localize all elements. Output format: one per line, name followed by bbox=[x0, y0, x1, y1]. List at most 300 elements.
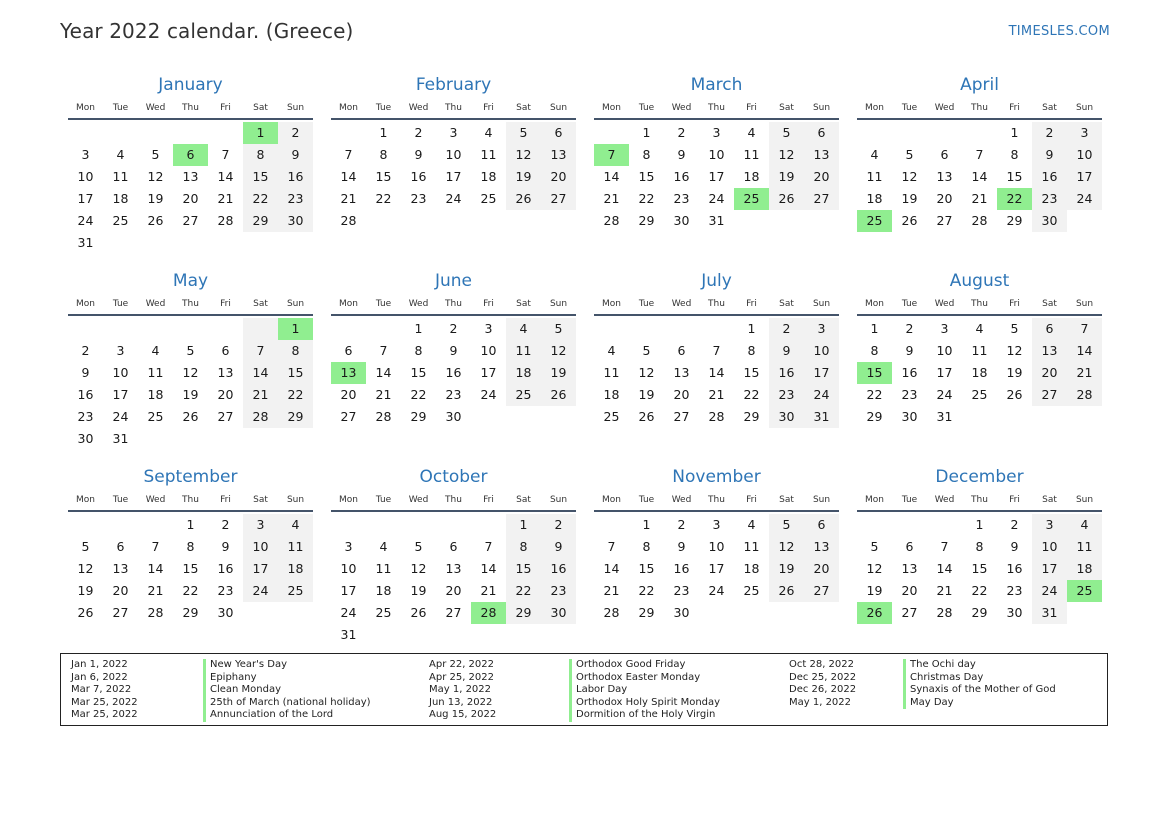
day-cell[interactable]: 1 bbox=[414, 321, 423, 336]
day-cell[interactable]: 14 bbox=[375, 365, 392, 380]
day-cell[interactable]: 20 bbox=[112, 583, 129, 598]
day-cell[interactable]: 17 bbox=[1067, 166, 1102, 188]
day-cell[interactable]: 2 bbox=[1032, 122, 1067, 144]
day-cell[interactable]: 27 bbox=[936, 213, 953, 228]
day-cell[interactable]: 17 bbox=[77, 191, 94, 206]
day-cell[interactable]: 26 bbox=[1006, 387, 1023, 402]
day-cell[interactable]: 20 bbox=[1032, 362, 1067, 384]
day-cell[interactable]: 27 bbox=[804, 188, 839, 210]
day-cell[interactable]: 22 bbox=[375, 191, 392, 206]
day-cell[interactable]: 3 bbox=[344, 539, 353, 554]
day-cell[interactable]: 10 bbox=[804, 340, 839, 362]
day-cell[interactable]: 30 bbox=[1006, 605, 1023, 620]
day-cell[interactable]: 21 bbox=[147, 583, 164, 598]
day-cell[interactable]: 23 bbox=[673, 583, 690, 598]
day-cell[interactable]: 27 bbox=[804, 580, 839, 602]
day-cell[interactable]: 9 bbox=[81, 365, 90, 380]
day-cell[interactable]: 7 bbox=[975, 147, 984, 162]
day-cell[interactable]: 16 bbox=[901, 365, 918, 380]
day-cell[interactable]: 2 bbox=[449, 321, 458, 336]
day-cell[interactable]: 30 bbox=[673, 213, 690, 228]
day-cell[interactable]: 28 bbox=[603, 213, 620, 228]
day-cell[interactable]: 12 bbox=[410, 561, 427, 576]
day-cell[interactable]: 1 bbox=[975, 517, 984, 532]
day-cell[interactable]: 3 bbox=[243, 514, 278, 536]
day-cell[interactable]: 3 bbox=[940, 321, 949, 336]
day-cell[interactable]: 27 bbox=[182, 213, 199, 228]
holiday-day[interactable]: 22 bbox=[997, 188, 1032, 210]
day-cell[interactable]: 3 bbox=[804, 318, 839, 340]
day-cell[interactable]: 15 bbox=[506, 558, 541, 580]
day-cell[interactable]: 8 bbox=[975, 539, 984, 554]
day-cell[interactable]: 7 bbox=[712, 343, 721, 358]
day-cell[interactable]: 2 bbox=[81, 343, 90, 358]
day-cell[interactable]: 6 bbox=[116, 539, 125, 554]
day-cell[interactable]: 10 bbox=[243, 536, 278, 558]
day-cell[interactable]: 6 bbox=[940, 147, 949, 162]
day-cell[interactable]: 10 bbox=[936, 343, 953, 358]
day-cell[interactable]: 30 bbox=[445, 409, 462, 424]
day-cell[interactable]: 1 bbox=[747, 321, 756, 336]
day-cell[interactable]: 19 bbox=[769, 558, 804, 580]
day-cell[interactable]: 27 bbox=[1032, 384, 1067, 406]
day-cell[interactable]: 28 bbox=[936, 605, 953, 620]
day-cell[interactable]: 3 bbox=[81, 147, 90, 162]
day-cell[interactable]: 21 bbox=[971, 191, 988, 206]
day-cell[interactable]: 23 bbox=[541, 580, 576, 602]
day-cell[interactable]: 24 bbox=[1067, 188, 1102, 210]
day-cell[interactable]: 27 bbox=[541, 188, 576, 210]
day-cell[interactable]: 3 bbox=[712, 517, 721, 532]
day-cell[interactable]: 8 bbox=[379, 147, 388, 162]
holiday-day[interactable]: 7 bbox=[594, 144, 629, 166]
day-cell[interactable]: 15 bbox=[243, 166, 278, 188]
day-cell[interactable]: 15 bbox=[638, 561, 655, 576]
day-cell[interactable]: 23 bbox=[77, 409, 94, 424]
day-cell[interactable]: 26 bbox=[769, 580, 804, 602]
day-cell[interactable]: 6 bbox=[905, 539, 914, 554]
day-cell[interactable]: 18 bbox=[147, 387, 164, 402]
day-cell[interactable]: 9 bbox=[905, 343, 914, 358]
day-cell[interactable]: 2 bbox=[1010, 517, 1019, 532]
day-cell[interactable]: 29 bbox=[638, 605, 655, 620]
day-cell[interactable]: 11 bbox=[480, 147, 497, 162]
day-cell[interactable]: 25 bbox=[506, 384, 541, 406]
day-cell[interactable]: 24 bbox=[340, 605, 357, 620]
day-cell[interactable]: 2 bbox=[905, 321, 914, 336]
day-cell[interactable]: 25 bbox=[112, 213, 129, 228]
day-cell[interactable]: 29 bbox=[506, 602, 541, 624]
day-cell[interactable]: 13 bbox=[217, 365, 234, 380]
day-cell[interactable]: 15 bbox=[278, 362, 313, 384]
day-cell[interactable]: 28 bbox=[340, 213, 357, 228]
day-cell[interactable]: 26 bbox=[638, 409, 655, 424]
day-cell[interactable]: 16 bbox=[769, 362, 804, 384]
day-cell[interactable]: 18 bbox=[480, 169, 497, 184]
day-cell[interactable]: 9 bbox=[278, 144, 313, 166]
day-cell[interactable]: 21 bbox=[243, 384, 278, 406]
day-cell[interactable]: 19 bbox=[638, 387, 655, 402]
day-cell[interactable]: 7 bbox=[607, 539, 616, 554]
day-cell[interactable]: 10 bbox=[1067, 144, 1102, 166]
day-cell[interactable]: 31 bbox=[340, 627, 357, 642]
day-cell[interactable]: 20 bbox=[936, 191, 953, 206]
holiday-day[interactable]: 28 bbox=[471, 602, 506, 624]
day-cell[interactable]: 8 bbox=[870, 343, 879, 358]
day-cell[interactable]: 18 bbox=[278, 558, 313, 580]
day-cell[interactable]: 12 bbox=[1006, 343, 1023, 358]
day-cell[interactable]: 30 bbox=[901, 409, 918, 424]
day-cell[interactable]: 30 bbox=[77, 431, 94, 446]
day-cell[interactable]: 18 bbox=[375, 583, 392, 598]
day-cell[interactable]: 9 bbox=[541, 536, 576, 558]
day-cell[interactable]: 11 bbox=[147, 365, 164, 380]
day-cell[interactable]: 30 bbox=[769, 406, 804, 428]
day-cell[interactable]: 2 bbox=[414, 125, 423, 140]
day-cell[interactable]: 30 bbox=[278, 210, 313, 232]
day-cell[interactable]: 20 bbox=[541, 166, 576, 188]
day-cell[interactable]: 30 bbox=[217, 605, 234, 620]
day-cell[interactable]: 12 bbox=[638, 365, 655, 380]
day-cell[interactable]: 31 bbox=[77, 235, 94, 250]
day-cell[interactable]: 14 bbox=[1067, 340, 1102, 362]
day-cell[interactable]: 5 bbox=[1010, 321, 1019, 336]
day-cell[interactable]: 25 bbox=[480, 191, 497, 206]
day-cell[interactable]: 4 bbox=[975, 321, 984, 336]
day-cell[interactable]: 3 bbox=[1032, 514, 1067, 536]
day-cell[interactable]: 11 bbox=[971, 343, 988, 358]
day-cell[interactable]: 24 bbox=[708, 583, 725, 598]
day-cell[interactable]: 3 bbox=[116, 343, 125, 358]
day-cell[interactable]: 1 bbox=[186, 517, 195, 532]
day-cell[interactable]: 6 bbox=[221, 343, 230, 358]
day-cell[interactable]: 22 bbox=[506, 580, 541, 602]
day-cell[interactable]: 5 bbox=[905, 147, 914, 162]
day-cell[interactable]: 4 bbox=[747, 517, 756, 532]
day-cell[interactable]: 22 bbox=[243, 188, 278, 210]
day-cell[interactable]: 26 bbox=[77, 605, 94, 620]
day-cell[interactable]: 19 bbox=[182, 387, 199, 402]
day-cell[interactable]: 18 bbox=[743, 169, 760, 184]
day-cell[interactable]: 21 bbox=[603, 191, 620, 206]
day-cell[interactable]: 2 bbox=[278, 122, 313, 144]
day-cell[interactable]: 22 bbox=[971, 583, 988, 598]
day-cell[interactable]: 12 bbox=[769, 144, 804, 166]
day-cell[interactable]: 17 bbox=[804, 362, 839, 384]
day-cell[interactable]: 4 bbox=[278, 514, 313, 536]
day-cell[interactable]: 9 bbox=[221, 539, 230, 554]
day-cell[interactable]: 2 bbox=[677, 125, 686, 140]
day-cell[interactable]: 19 bbox=[410, 583, 427, 598]
day-cell[interactable]: 24 bbox=[77, 213, 94, 228]
day-cell[interactable]: 5 bbox=[151, 147, 160, 162]
day-cell[interactable]: 29 bbox=[410, 409, 427, 424]
day-cell[interactable]: 15 bbox=[638, 169, 655, 184]
day-cell[interactable]: 5 bbox=[541, 318, 576, 340]
day-cell[interactable]: 1 bbox=[506, 514, 541, 536]
day-cell[interactable]: 13 bbox=[804, 536, 839, 558]
day-cell[interactable]: 20 bbox=[901, 583, 918, 598]
holiday-day[interactable]: 1 bbox=[278, 318, 313, 340]
day-cell[interactable]: 6 bbox=[1032, 318, 1067, 340]
day-cell[interactable]: 31 bbox=[1032, 602, 1067, 624]
day-cell[interactable]: 31 bbox=[708, 213, 725, 228]
day-cell[interactable]: 23 bbox=[1006, 583, 1023, 598]
day-cell[interactable]: 16 bbox=[278, 166, 313, 188]
day-cell[interactable]: 8 bbox=[1010, 147, 1019, 162]
day-cell[interactable]: 4 bbox=[870, 147, 879, 162]
day-cell[interactable]: 21 bbox=[480, 583, 497, 598]
day-cell[interactable]: 6 bbox=[677, 343, 686, 358]
day-cell[interactable]: 16 bbox=[673, 561, 690, 576]
day-cell[interactable]: 27 bbox=[901, 605, 918, 620]
day-cell[interactable]: 10 bbox=[445, 147, 462, 162]
day-cell[interactable]: 27 bbox=[340, 409, 357, 424]
day-cell[interactable]: 18 bbox=[1067, 558, 1102, 580]
day-cell[interactable]: 12 bbox=[901, 169, 918, 184]
day-cell[interactable]: 1 bbox=[870, 321, 879, 336]
holiday-day[interactable]: 26 bbox=[857, 602, 892, 624]
day-cell[interactable]: 16 bbox=[1006, 561, 1023, 576]
day-cell[interactable]: 26 bbox=[506, 188, 541, 210]
day-cell[interactable]: 17 bbox=[445, 169, 462, 184]
day-cell[interactable]: 4 bbox=[116, 147, 125, 162]
day-cell[interactable]: 25 bbox=[147, 409, 164, 424]
day-cell[interactable]: 31 bbox=[936, 409, 953, 424]
day-cell[interactable]: 26 bbox=[182, 409, 199, 424]
day-cell[interactable]: 15 bbox=[743, 365, 760, 380]
day-cell[interactable]: 7 bbox=[344, 147, 353, 162]
day-cell[interactable]: 19 bbox=[506, 166, 541, 188]
day-cell[interactable]: 8 bbox=[642, 539, 651, 554]
day-cell[interactable]: 16 bbox=[541, 558, 576, 580]
day-cell[interactable]: 14 bbox=[340, 169, 357, 184]
day-cell[interactable]: 5 bbox=[81, 539, 90, 554]
day-cell[interactable]: 9 bbox=[769, 340, 804, 362]
day-cell[interactable]: 4 bbox=[747, 125, 756, 140]
day-cell[interactable]: 21 bbox=[603, 583, 620, 598]
day-cell[interactable]: 11 bbox=[743, 539, 760, 554]
day-cell[interactable]: 5 bbox=[186, 343, 195, 358]
day-cell[interactable]: 13 bbox=[936, 169, 953, 184]
day-cell[interactable]: 17 bbox=[936, 365, 953, 380]
day-cell[interactable]: 18 bbox=[603, 387, 620, 402]
day-cell[interactable]: 20 bbox=[445, 583, 462, 598]
day-cell[interactable]: 29 bbox=[743, 409, 760, 424]
brand-link[interactable]: TIMESLES.COM bbox=[1008, 24, 1110, 39]
day-cell[interactable]: 19 bbox=[769, 166, 804, 188]
day-cell[interactable]: 28 bbox=[971, 213, 988, 228]
day-cell[interactable]: 29 bbox=[638, 213, 655, 228]
day-cell[interactable]: 14 bbox=[217, 169, 234, 184]
day-cell[interactable]: 26 bbox=[769, 188, 804, 210]
day-cell[interactable]: 24 bbox=[1032, 580, 1067, 602]
day-cell[interactable]: 24 bbox=[804, 384, 839, 406]
day-cell[interactable]: 26 bbox=[541, 384, 576, 406]
day-cell[interactable]: 20 bbox=[340, 387, 357, 402]
day-cell[interactable]: 17 bbox=[243, 558, 278, 580]
day-cell[interactable]: 4 bbox=[1067, 514, 1102, 536]
day-cell[interactable]: 12 bbox=[182, 365, 199, 380]
day-cell[interactable]: 1 bbox=[642, 517, 651, 532]
day-cell[interactable]: 12 bbox=[147, 169, 164, 184]
day-cell[interactable]: 25 bbox=[743, 583, 760, 598]
day-cell[interactable]: 14 bbox=[603, 169, 620, 184]
day-cell[interactable]: 8 bbox=[747, 343, 756, 358]
day-cell[interactable]: 28 bbox=[603, 605, 620, 620]
day-cell[interactable]: 20 bbox=[673, 387, 690, 402]
day-cell[interactable]: 4 bbox=[151, 343, 160, 358]
day-cell[interactable]: 12 bbox=[77, 561, 94, 576]
day-cell[interactable]: 19 bbox=[77, 583, 94, 598]
day-cell[interactable]: 24 bbox=[936, 387, 953, 402]
day-cell[interactable]: 29 bbox=[243, 210, 278, 232]
day-cell[interactable]: 10 bbox=[77, 169, 94, 184]
day-cell[interactable]: 11 bbox=[743, 147, 760, 162]
day-cell[interactable]: 14 bbox=[480, 561, 497, 576]
day-cell[interactable]: 11 bbox=[1067, 536, 1102, 558]
day-cell[interactable]: 22 bbox=[638, 583, 655, 598]
day-cell[interactable]: 29 bbox=[278, 406, 313, 428]
day-cell[interactable]: 10 bbox=[340, 561, 357, 576]
day-cell[interactable]: 8 bbox=[278, 340, 313, 362]
day-cell[interactable]: 9 bbox=[677, 539, 686, 554]
day-cell[interactable]: 10 bbox=[480, 343, 497, 358]
day-cell[interactable]: 31 bbox=[112, 431, 129, 446]
day-cell[interactable]: 4 bbox=[607, 343, 616, 358]
day-cell[interactable]: 2 bbox=[769, 318, 804, 340]
day-cell[interactable]: 28 bbox=[1067, 384, 1102, 406]
day-cell[interactable]: 28 bbox=[375, 409, 392, 424]
day-cell[interactable]: 30 bbox=[1032, 210, 1067, 232]
day-cell[interactable]: 28 bbox=[708, 409, 725, 424]
day-cell[interactable]: 13 bbox=[182, 169, 199, 184]
day-cell[interactable]: 4 bbox=[506, 318, 541, 340]
day-cell[interactable]: 15 bbox=[375, 169, 392, 184]
day-cell[interactable]: 30 bbox=[673, 605, 690, 620]
day-cell[interactable]: 23 bbox=[410, 191, 427, 206]
day-cell[interactable]: 9 bbox=[414, 147, 423, 162]
day-cell[interactable]: 10 bbox=[1032, 536, 1067, 558]
day-cell[interactable]: 22 bbox=[278, 384, 313, 406]
day-cell[interactable]: 14 bbox=[971, 169, 988, 184]
day-cell[interactable]: 15 bbox=[410, 365, 427, 380]
day-cell[interactable]: 9 bbox=[1010, 539, 1019, 554]
day-cell[interactable]: 1 bbox=[642, 125, 651, 140]
day-cell[interactable]: 4 bbox=[379, 539, 388, 554]
day-cell[interactable]: 13 bbox=[673, 365, 690, 380]
day-cell[interactable]: 14 bbox=[708, 365, 725, 380]
day-cell[interactable]: 19 bbox=[1006, 365, 1023, 380]
day-cell[interactable]: 24 bbox=[708, 191, 725, 206]
day-cell[interactable]: 5 bbox=[769, 514, 804, 536]
day-cell[interactable]: 9 bbox=[449, 343, 458, 358]
day-cell[interactable]: 13 bbox=[112, 561, 129, 576]
day-cell[interactable]: 8 bbox=[506, 536, 541, 558]
day-cell[interactable]: 19 bbox=[541, 362, 576, 384]
day-cell[interactable]: 12 bbox=[506, 144, 541, 166]
holiday-day[interactable]: 25 bbox=[1067, 580, 1102, 602]
day-cell[interactable]: 3 bbox=[712, 125, 721, 140]
day-cell[interactable]: 11 bbox=[603, 365, 620, 380]
day-cell[interactable]: 11 bbox=[112, 169, 129, 184]
day-cell[interactable]: 28 bbox=[243, 406, 278, 428]
day-cell[interactable]: 13 bbox=[804, 144, 839, 166]
day-cell[interactable]: 16 bbox=[1032, 166, 1067, 188]
day-cell[interactable]: 17 bbox=[708, 561, 725, 576]
day-cell[interactable]: 5 bbox=[414, 539, 423, 554]
day-cell[interactable]: 14 bbox=[936, 561, 953, 576]
day-cell[interactable]: 5 bbox=[506, 122, 541, 144]
day-cell[interactable]: 6 bbox=[804, 122, 839, 144]
day-cell[interactable]: 7 bbox=[1067, 318, 1102, 340]
day-cell[interactable]: 26 bbox=[410, 605, 427, 620]
day-cell[interactable]: 2 bbox=[677, 517, 686, 532]
day-cell[interactable]: 17 bbox=[112, 387, 129, 402]
day-cell[interactable]: 4 bbox=[484, 125, 493, 140]
day-cell[interactable]: 13 bbox=[541, 144, 576, 166]
day-cell[interactable]: 21 bbox=[1067, 362, 1102, 384]
day-cell[interactable]: 12 bbox=[866, 561, 883, 576]
holiday-day[interactable]: 25 bbox=[857, 210, 892, 232]
day-cell[interactable]: 21 bbox=[340, 191, 357, 206]
day-cell[interactable]: 21 bbox=[936, 583, 953, 598]
day-cell[interactable]: 30 bbox=[541, 602, 576, 624]
day-cell[interactable]: 12 bbox=[769, 536, 804, 558]
day-cell[interactable]: 25 bbox=[278, 580, 313, 602]
day-cell[interactable]: 6 bbox=[541, 122, 576, 144]
day-cell[interactable]: 16 bbox=[410, 169, 427, 184]
day-cell[interactable]: 9 bbox=[1032, 144, 1067, 166]
day-cell[interactable]: 5 bbox=[870, 539, 879, 554]
day-cell[interactable]: 22 bbox=[410, 387, 427, 402]
day-cell[interactable]: 20 bbox=[804, 166, 839, 188]
day-cell[interactable]: 10 bbox=[708, 147, 725, 162]
day-cell[interactable]: 2 bbox=[221, 517, 230, 532]
day-cell[interactable]: 18 bbox=[866, 191, 883, 206]
day-cell[interactable]: 17 bbox=[1032, 558, 1067, 580]
day-cell[interactable]: 27 bbox=[217, 409, 234, 424]
day-cell[interactable]: 13 bbox=[901, 561, 918, 576]
day-cell[interactable]: 7 bbox=[151, 539, 160, 554]
day-cell[interactable]: 5 bbox=[769, 122, 804, 144]
day-cell[interactable]: 13 bbox=[1032, 340, 1067, 362]
day-cell[interactable]: 15 bbox=[182, 561, 199, 576]
day-cell[interactable]: 25 bbox=[971, 387, 988, 402]
day-cell[interactable]: 23 bbox=[278, 188, 313, 210]
day-cell[interactable]: 18 bbox=[971, 365, 988, 380]
day-cell[interactable]: 28 bbox=[217, 213, 234, 228]
day-cell[interactable]: 13 bbox=[445, 561, 462, 576]
day-cell[interactable]: 7 bbox=[379, 343, 388, 358]
day-cell[interactable]: 8 bbox=[186, 539, 195, 554]
day-cell[interactable]: 3 bbox=[1067, 122, 1102, 144]
day-cell[interactable]: 16 bbox=[77, 387, 94, 402]
day-cell[interactable]: 26 bbox=[147, 213, 164, 228]
day-cell[interactable]: 23 bbox=[673, 191, 690, 206]
day-cell[interactable]: 3 bbox=[484, 321, 493, 336]
day-cell[interactable]: 12 bbox=[541, 340, 576, 362]
holiday-day[interactable]: 1 bbox=[243, 122, 278, 144]
day-cell[interactable]: 24 bbox=[445, 191, 462, 206]
day-cell[interactable]: 29 bbox=[866, 409, 883, 424]
day-cell[interactable]: 24 bbox=[112, 409, 129, 424]
day-cell[interactable]: 16 bbox=[445, 365, 462, 380]
day-cell[interactable]: 29 bbox=[971, 605, 988, 620]
day-cell[interactable]: 18 bbox=[112, 191, 129, 206]
day-cell[interactable]: 29 bbox=[1006, 213, 1023, 228]
day-cell[interactable]: 16 bbox=[673, 169, 690, 184]
